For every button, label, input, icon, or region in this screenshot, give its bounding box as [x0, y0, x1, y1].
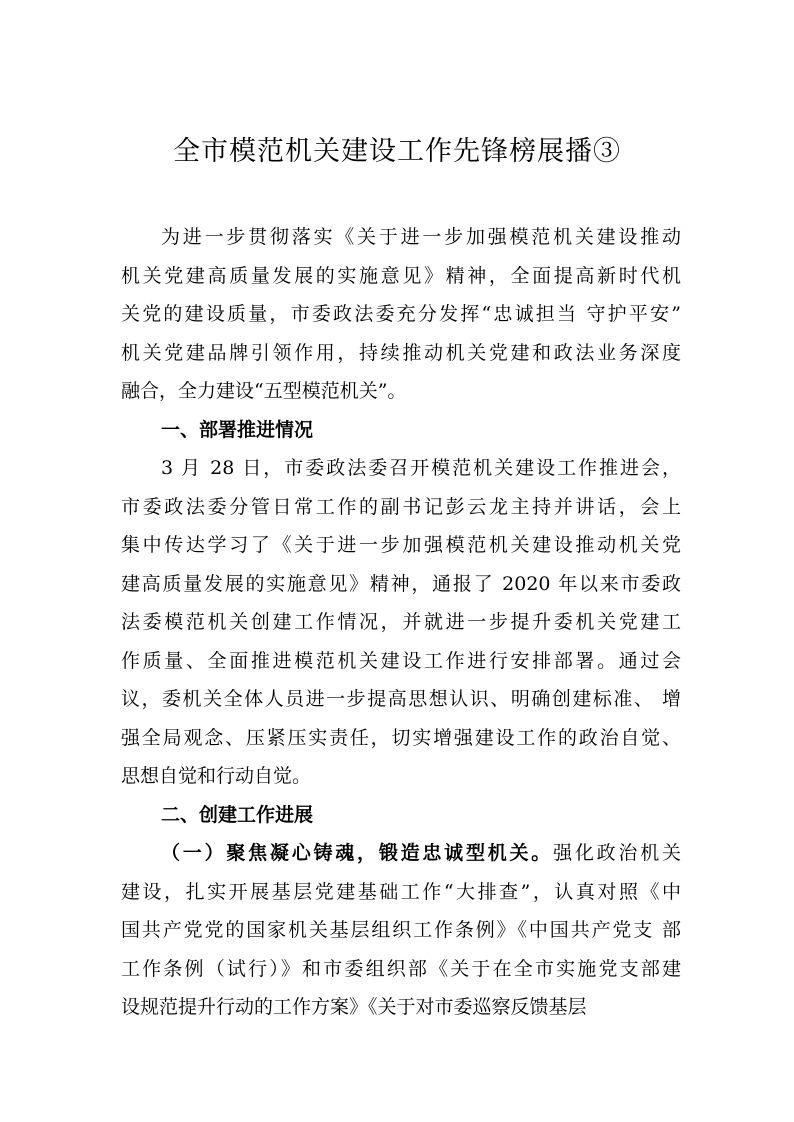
- paragraph-line: 设规范提升行动的工作方案》《关于对市委巡察反馈基层: [121, 996, 587, 1018]
- paragraph-line: 议，委机关全体人员进一步提高思想认识、明确创建标准、 增: [121, 688, 681, 710]
- paragraph-line: 3 月 28 日，市委政法委召开模范机关建设工作推进会，: [161, 457, 681, 479]
- paragraph-line: 法委模范机关创建工作情况，并就进一步提升委机关党建工: [121, 611, 681, 633]
- intro-line: 融合，全力建设“五型模范机关”。: [121, 380, 407, 402]
- paragraph-line: 作质量、全面推进模范机关建设工作进行安排部署。通过会: [121, 649, 681, 672]
- paragraph-line: 市委政法委分管日常工作的副书记彭云龙主持并讲话，会上: [121, 495, 681, 518]
- paragraph-line: 集中传达学习了《关于进一步加强模范机关建设推动机关党: [121, 534, 681, 556]
- subsection-title: （一）聚焦凝心铸魂，锻造忠诚型机关。: [161, 842, 554, 864]
- paragraph-line: 建设，扎实开展基层党建基础工作“大排查”，认真对照《中: [121, 880, 681, 903]
- intro-line: 机关党建品牌引领作用，持续推动机关党建和政法业务深度: [121, 341, 681, 364]
- document-body: [121, 218, 681, 1027]
- section-heading: 二、创建工作进展: [161, 803, 314, 826]
- document-title: 全市模范机关建设工作先锋榜展播③: [173, 136, 621, 167]
- subsection-line: [121, 834, 681, 873]
- intro-line: 关党的建设质量，市委政法委充分发挥“忠诚担当 守护平安”: [121, 303, 681, 325]
- paragraph-line: 强全局观念、压紧压实责任，切实增强建设工作的政治自觉、: [121, 726, 681, 749]
- paragraph-line: 工作条例（试行）》和市委组织部《关于在全市实施党支部建: [121, 957, 681, 980]
- section-heading: 一、部署推进情况: [161, 418, 314, 441]
- intro-line: 机关党建高质量发展的实施意见》精神，全面提高新时代机: [121, 264, 681, 287]
- paragraph-line: 国共产党党的国家机关基层组织工作条例》《中国共产党支 部: [121, 919, 681, 941]
- paragraph-line: 思想自觉和行动自觉。: [121, 765, 312, 787]
- paragraph-line: 建高质量发展的实施意见》精神，通报了 2020 年以来市委政: [121, 572, 681, 595]
- subsection-text: 强化政治机关: [553, 842, 681, 864]
- intro-line: 为进一步贯彻落实《关于进一步加强模范机关建设推动: [161, 226, 681, 248]
